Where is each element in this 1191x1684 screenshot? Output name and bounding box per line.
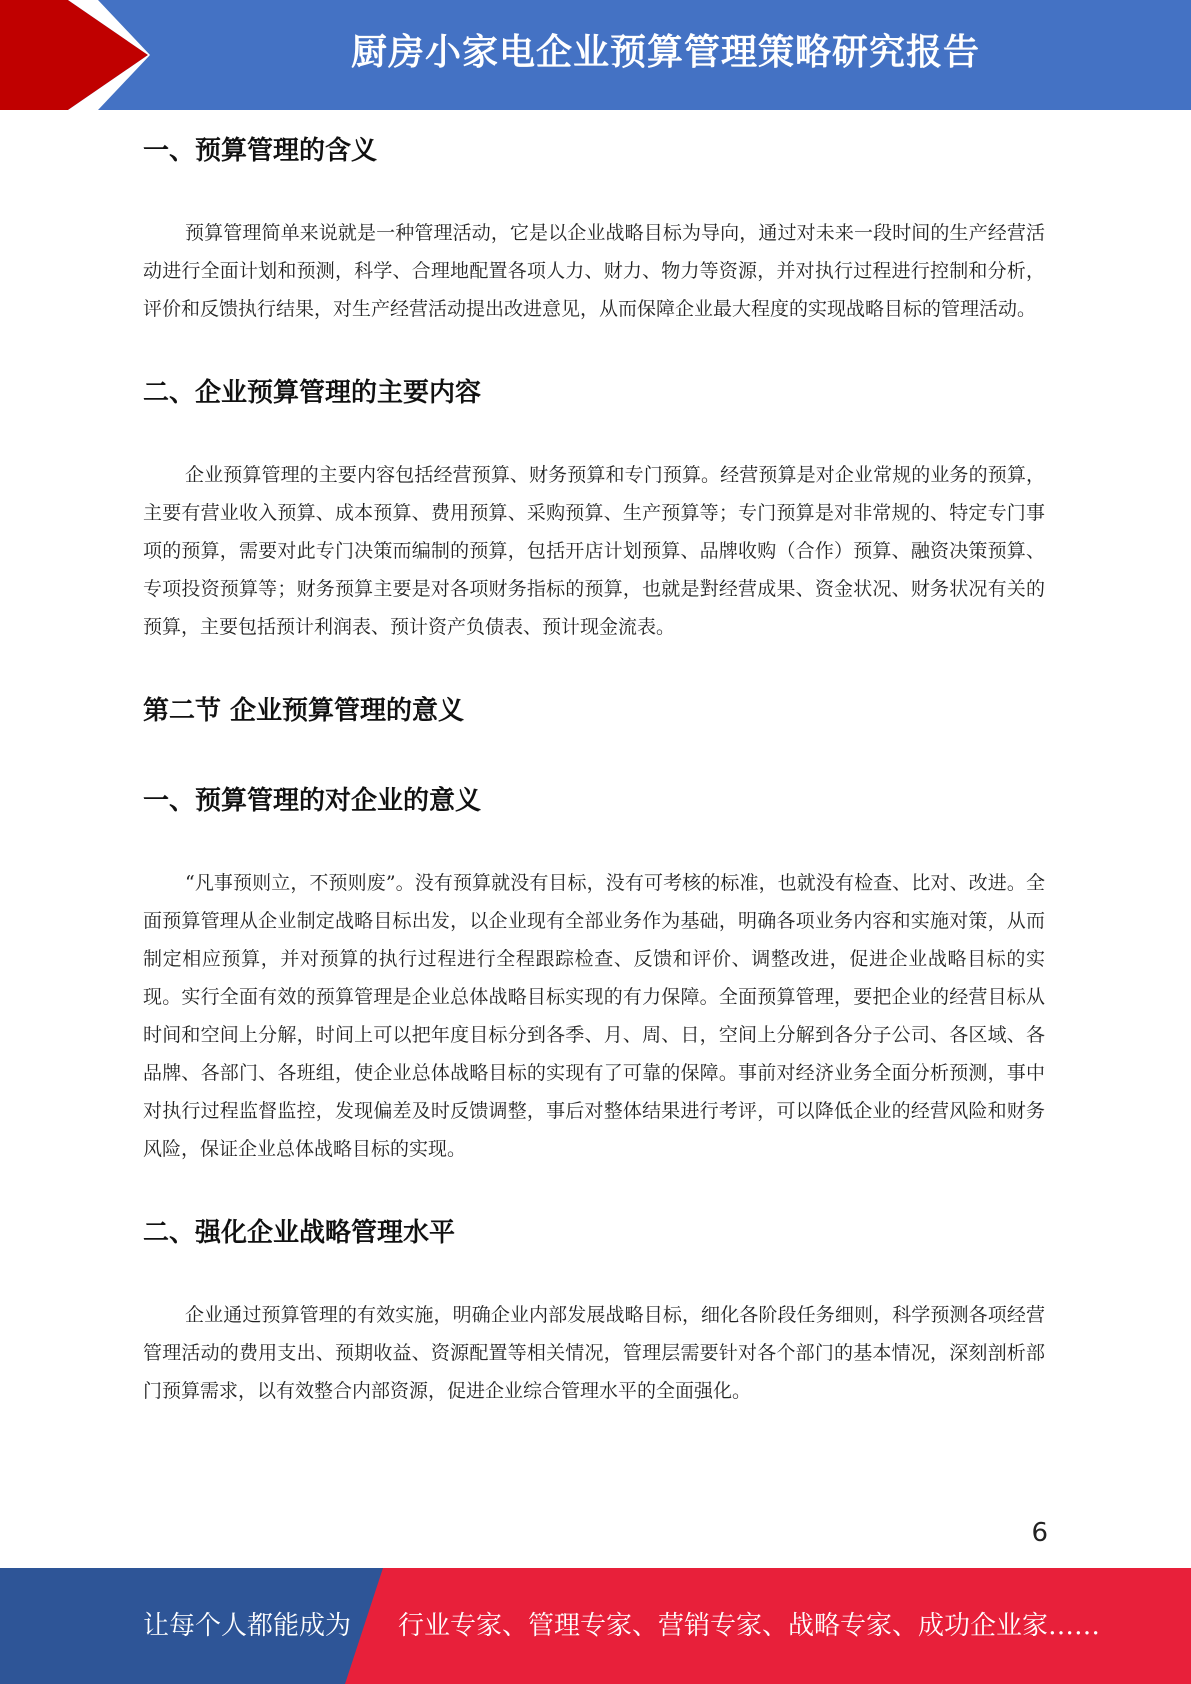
section-heading-significance-to-enterprise: 一、预算管理的对企业的意义: [143, 786, 482, 816]
paragraph-significance-to-enterprise: “凡事预则立，不预则废”。没有预算就没有目标，没有可考核的标准，也就没有检查、比对、改进。全面预算管理从企业制定战略目标出发，以企业现有全部业务作为基础，明确各项业务内容和实施对策，从而制定相应预算，并对预算的执行过程进行全程跟踪检查、反馈和评价、调整改进，促进企业战略目标的实现。实行全面有效的预算管理是企业总体战略目标实现的有力保障。全面预算管理，要把企业的经营目标从时间和空间上分解，时间上可以把年度目标分到各季、月、周、日，空间上分解到各分子公司、各区域、各品牌、各部门、各班组，使企业总体战略目标的实现有了可靠的保障。事前对经济业务全面分析预测，事中对执行过程监督监控，发现偏差及时反馈调整，事后对整体结果进行考评，可以降低企业的经营风险和财务风险，保证企业总体战略目标的实现。: [143, 872, 1045, 1160]
report-title: 厨房小家电企业预算管理策略研究报告: [350, 32, 980, 73]
footer-slogan-right: 行业专家、管理专家、营销专家、战略专家、成功企业家……: [398, 1611, 1101, 1641]
footer-slogan-left: 让每个人都能成为: [143, 1611, 352, 1641]
paragraph-strategic-management: 企业通过预算管理的有效实施，明确企业内部发展战略目标，细化各阶段任务细则，科学预测各项经营管理活动的费用支出、预期收益、资源配置等相关情况，管理层需要针对各个部门的基本情况，深刻剖析部门预算需求，以有效整合内部资源，促进企业综合管理水平的全面强化。: [143, 1304, 1045, 1402]
section-heading-strategic-management: 二、强化企业战略管理水平: [143, 1218, 456, 1248]
paragraph-main-content: 企业预算管理的主要内容包括经营预算、财务预算和专门预算。经营预算是对企业常规的业务的预算，主要有营业收入预算、成本预算、费用预算、采购预算、生产预算等；专门预算是对非常规的、特定专门事项的预算，需要对此专门决策而编制的预算，包括开店计划预算、品牌收购（合作）预算、融资决策预算、专项投资预算等；财务预算主要是对各项财务指标的预算，也就是對经营成果、资金状况、财务状况有关的预算，主要包括预计利润表、预计资产负债表、预计现金流表。: [143, 464, 1045, 638]
section-heading-meaning: 一、预算管理的含义: [143, 136, 378, 166]
page-number: 6: [1031, 1518, 1048, 1548]
header-band: [0, 0, 1191, 110]
section-heading-main-content: 二、企业预算管理的主要内容: [143, 378, 482, 408]
document-body: [143, 118, 1045, 1410]
chapter-heading-significance: 第二节 企业预算管理的意义: [143, 696, 465, 726]
footer-band: [0, 1568, 1191, 1684]
paragraph-meaning: 预算管理简单来说就是一种管理活动，它是以企业战略目标为导向，通过对未来一段时间的生产经营活动进行全面计划和预测，科学、合理地配置各项人力、财力、物力等资源，并对执行过程进行控制和分析，评价和反馈执行结果，对生产经营活动提出改进意见，从而保障企业最大程度的实现战略目标的管理活动。: [143, 222, 1045, 320]
